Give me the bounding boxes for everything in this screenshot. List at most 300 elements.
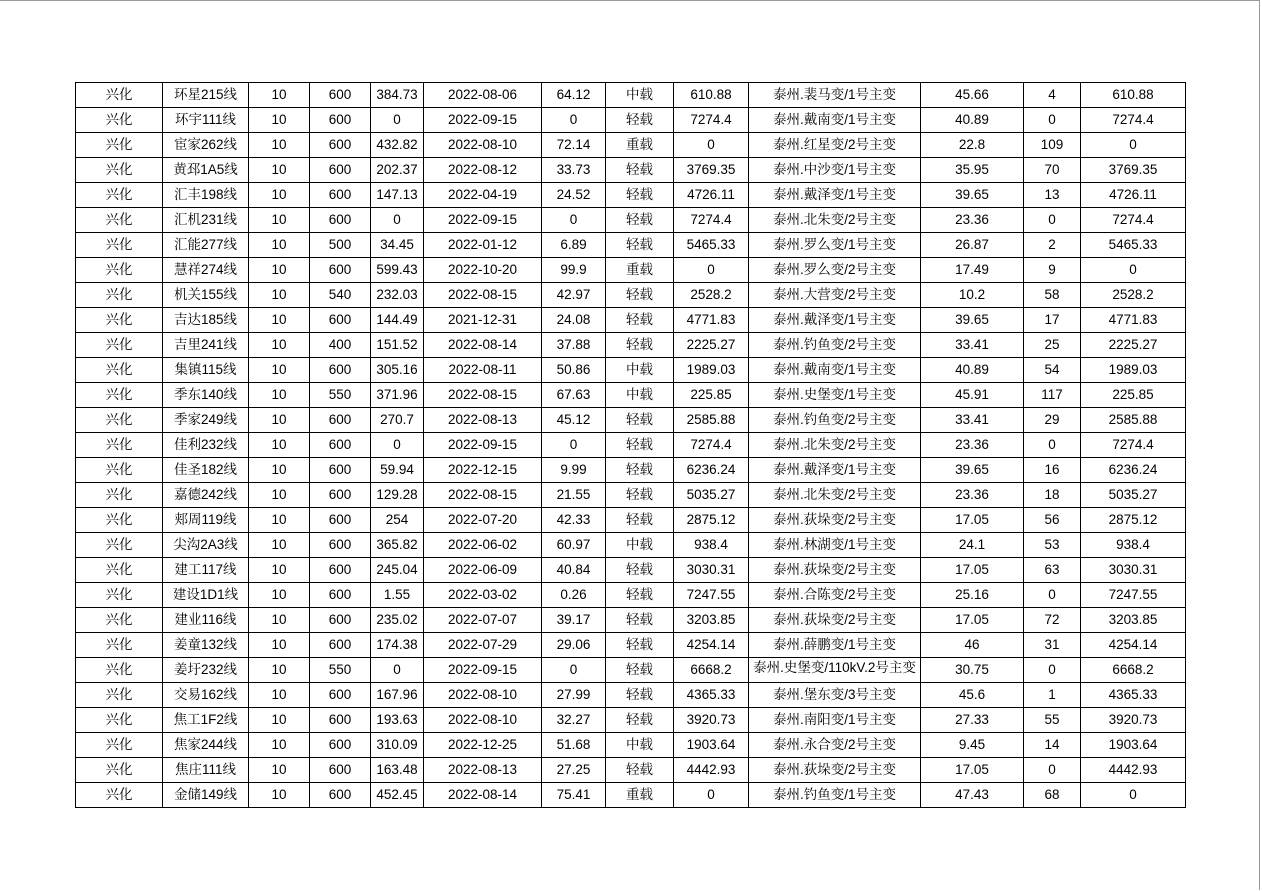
table-row [76,233,1186,258]
max-load-cell: 0 [371,658,424,683]
date-cell: 2022-08-15 [424,283,542,308]
transformer-cell: 泰州.戴泽变/1号主变 [749,308,921,333]
transformer-cell: 泰州.罗么变/1号主变 [749,233,921,258]
open-capacity-cell: 2875.12 [1081,508,1186,533]
load-status-cell: 轻载 [606,633,674,658]
rated-capacity-cell: 600 [310,458,371,483]
open-capacity-cell: 0 [1081,133,1186,158]
available-capacity-cell: 7274.4 [674,208,749,233]
open-capacity-cell: 3203.85 [1081,608,1186,633]
voltage-cell: 10 [249,733,310,758]
rated-capacity-cell: 600 [310,433,371,458]
date-cell: 2022-08-15 [424,483,542,508]
max-load-cell: 144.49 [371,308,424,333]
table-row [76,183,1186,208]
rated-capacity-cell: 550 [310,383,371,408]
load-rate-cell: 72.14 [542,133,606,158]
max-load-cell: 0 [371,433,424,458]
count-cell: 25 [1024,333,1081,358]
region-cell: 兴化 [76,383,163,408]
count-cell: 4 [1024,83,1081,108]
max-load-cell: 151.52 [371,333,424,358]
available-capacity-cell: 3030.31 [674,558,749,583]
transformer-cell: 泰州.史堡变/110kV.2号主变 [749,658,921,683]
table-row [76,658,1186,683]
line-name-cell: 焦家244线 [163,733,249,758]
load-status-cell: 轻载 [606,458,674,483]
transformer-load-rate-cell: 40.89 [921,358,1024,383]
count-cell: 0 [1024,758,1081,783]
open-capacity-cell: 225.85 [1081,383,1186,408]
open-capacity-cell: 2225.27 [1081,333,1186,358]
transformer-load-rate-cell: 33.41 [921,333,1024,358]
line-name-cell: 金储149线 [163,783,249,808]
transformer-cell: 泰州.戴南变/1号主变 [749,108,921,133]
load-status-cell: 轻载 [606,608,674,633]
rated-capacity-cell: 600 [310,558,371,583]
rated-capacity-cell: 600 [310,483,371,508]
transformer-load-rate-cell: 17.05 [921,758,1024,783]
region-cell: 兴化 [76,133,163,158]
date-cell: 2022-08-10 [424,708,542,733]
load-status-cell: 轻载 [606,333,674,358]
count-cell: 9 [1024,258,1081,283]
transformer-load-rate-cell: 23.36 [921,483,1024,508]
transformer-cell: 泰州.荻垛变/2号主变 [749,608,921,633]
count-cell: 68 [1024,783,1081,808]
table-row [76,508,1186,533]
max-load-cell: 599.43 [371,258,424,283]
load-rate-cell: 60.97 [542,533,606,558]
available-capacity-cell: 225.85 [674,383,749,408]
available-capacity-cell: 0 [674,133,749,158]
available-capacity-cell: 610.88 [674,83,749,108]
open-capacity-cell: 5035.27 [1081,483,1186,508]
load-rate-cell: 24.08 [542,308,606,333]
count-cell: 2 [1024,233,1081,258]
table-row [76,733,1186,758]
rated-capacity-cell: 600 [310,258,371,283]
load-status-cell: 中载 [606,733,674,758]
line-name-cell: 宦家262线 [163,133,249,158]
max-load-cell: 174.38 [371,633,424,658]
transformer-load-rate-cell: 45.66 [921,83,1024,108]
transformer-cell: 泰州.林湖变/1号主变 [749,533,921,558]
voltage-cell: 10 [249,333,310,358]
region-cell: 兴化 [76,108,163,133]
table-body [76,83,1186,808]
count-cell: 29 [1024,408,1081,433]
transformer-cell: 泰州.钓鱼变/2号主变 [749,333,921,358]
transformer-cell: 泰州.合陈变/2号主变 [749,583,921,608]
load-status-cell: 中载 [606,533,674,558]
available-capacity-cell: 4771.83 [674,308,749,333]
voltage-cell: 10 [249,258,310,283]
load-rate-cell: 29.06 [542,633,606,658]
rated-capacity-cell: 600 [310,108,371,133]
available-capacity-cell: 4726.11 [674,183,749,208]
load-status-cell: 轻载 [606,558,674,583]
count-cell: 16 [1024,458,1081,483]
region-cell: 兴化 [76,433,163,458]
open-capacity-cell: 7274.4 [1081,433,1186,458]
date-cell: 2022-09-15 [424,658,542,683]
load-status-cell: 轻载 [606,208,674,233]
load-rate-cell: 21.55 [542,483,606,508]
table-row [76,208,1186,233]
voltage-cell: 10 [249,133,310,158]
max-load-cell: 310.09 [371,733,424,758]
count-cell: 0 [1024,433,1081,458]
date-cell: 2022-12-15 [424,458,542,483]
count-cell: 56 [1024,508,1081,533]
line-name-cell: 嘉德242线 [163,483,249,508]
table-row [76,358,1186,383]
count-cell: 18 [1024,483,1081,508]
line-name-cell: 佳利232线 [163,433,249,458]
transformer-cell: 泰州.永合变/2号主变 [749,733,921,758]
rated-capacity-cell: 600 [310,358,371,383]
load-status-cell: 中载 [606,358,674,383]
rated-capacity-cell: 600 [310,708,371,733]
voltage-cell: 10 [249,608,310,633]
date-cell: 2022-08-13 [424,408,542,433]
table-row [76,633,1186,658]
available-capacity-cell: 3769.35 [674,158,749,183]
transformer-cell: 泰州.中沙变/1号主变 [749,158,921,183]
date-cell: 2022-08-10 [424,133,542,158]
max-load-cell: 384.73 [371,83,424,108]
transformer-load-rate-cell: 17.05 [921,608,1024,633]
transformer-load-rate-cell: 10.2 [921,283,1024,308]
rated-capacity-cell: 600 [310,683,371,708]
count-cell: 13 [1024,183,1081,208]
open-capacity-cell: 4254.14 [1081,633,1186,658]
voltage-cell: 10 [249,383,310,408]
date-cell: 2022-08-12 [424,158,542,183]
count-cell: 55 [1024,708,1081,733]
transformer-cell: 泰州.裴马变/1号主变 [749,83,921,108]
open-capacity-cell: 7247.55 [1081,583,1186,608]
transformer-cell: 泰州.钓鱼变/1号主变 [749,783,921,808]
load-rate-cell: 75.41 [542,783,606,808]
open-capacity-cell: 610.88 [1081,83,1186,108]
table-row [76,483,1186,508]
voltage-cell: 10 [249,483,310,508]
region-cell: 兴化 [76,558,163,583]
voltage-cell: 10 [249,558,310,583]
load-rate-cell: 42.33 [542,508,606,533]
max-load-cell: 202.37 [371,158,424,183]
load-rate-cell: 39.17 [542,608,606,633]
count-cell: 54 [1024,358,1081,383]
data-table [75,82,1186,808]
line-name-cell: 吉里241线 [163,333,249,358]
available-capacity-cell: 0 [674,258,749,283]
load-status-cell: 轻载 [606,283,674,308]
open-capacity-cell: 3920.73 [1081,708,1186,733]
date-cell: 2022-07-29 [424,633,542,658]
max-load-cell: 0 [371,208,424,233]
table-row [76,783,1186,808]
table-row [76,758,1186,783]
voltage-cell: 10 [249,233,310,258]
line-name-cell: 建工117线 [163,558,249,583]
voltage-cell: 10 [249,183,310,208]
line-name-cell: 集镇115线 [163,358,249,383]
table-row [76,258,1186,283]
transformer-load-rate-cell: 35.95 [921,158,1024,183]
region-cell: 兴化 [76,583,163,608]
rated-capacity-cell: 600 [310,758,371,783]
line-name-cell: 尖沟2A3线 [163,533,249,558]
table-row [76,708,1186,733]
load-rate-cell: 0 [542,433,606,458]
region-cell: 兴化 [76,533,163,558]
count-cell: 14 [1024,733,1081,758]
load-rate-cell: 27.99 [542,683,606,708]
rated-capacity-cell: 600 [310,183,371,208]
transformer-load-rate-cell: 23.36 [921,208,1024,233]
voltage-cell: 10 [249,408,310,433]
table-row [76,458,1186,483]
table-row [76,533,1186,558]
transformer-cell: 泰州.荻垛变/2号主变 [749,558,921,583]
load-status-cell: 轻载 [606,158,674,183]
transformer-load-rate-cell: 17.05 [921,558,1024,583]
region-cell: 兴化 [76,783,163,808]
available-capacity-cell: 5035.27 [674,483,749,508]
voltage-cell: 10 [249,533,310,558]
region-cell: 兴化 [76,708,163,733]
line-name-cell: 姜童132线 [163,633,249,658]
voltage-cell: 10 [249,358,310,383]
open-capacity-cell: 3769.35 [1081,158,1186,183]
load-status-cell: 轻载 [606,708,674,733]
load-status-cell: 轻载 [606,658,674,683]
date-cell: 2022-10-20 [424,258,542,283]
open-capacity-cell: 1903.64 [1081,733,1186,758]
region-cell: 兴化 [76,408,163,433]
load-rate-cell: 42.97 [542,283,606,308]
transformer-load-rate-cell: 47.43 [921,783,1024,808]
date-cell: 2022-08-11 [424,358,542,383]
rated-capacity-cell: 400 [310,333,371,358]
open-capacity-cell: 4771.83 [1081,308,1186,333]
region-cell: 兴化 [76,358,163,383]
line-name-cell: 环宇111线 [163,108,249,133]
max-load-cell: 254 [371,508,424,533]
region-cell: 兴化 [76,283,163,308]
voltage-cell: 10 [249,108,310,133]
load-rate-cell: 6.89 [542,233,606,258]
load-status-cell: 轻载 [606,183,674,208]
count-cell: 72 [1024,608,1081,633]
transformer-cell: 泰州.荻垛变/2号主变 [749,758,921,783]
load-rate-cell: 33.73 [542,158,606,183]
rated-capacity-cell: 600 [310,158,371,183]
load-rate-cell: 40.84 [542,558,606,583]
date-cell: 2022-08-14 [424,333,542,358]
available-capacity-cell: 3203.85 [674,608,749,633]
region-cell: 兴化 [76,183,163,208]
region-cell: 兴化 [76,608,163,633]
table-row [76,133,1186,158]
region-cell: 兴化 [76,658,163,683]
load-status-cell: 轻载 [606,483,674,508]
region-cell: 兴化 [76,633,163,658]
transformer-cell: 泰州.戴泽变/1号主变 [749,183,921,208]
max-load-cell: 167.96 [371,683,424,708]
open-capacity-cell: 4365.33 [1081,683,1186,708]
rated-capacity-cell: 600 [310,208,371,233]
table-row [76,558,1186,583]
max-load-cell: 305.16 [371,358,424,383]
count-cell: 53 [1024,533,1081,558]
load-rate-cell: 51.68 [542,733,606,758]
rated-capacity-cell: 600 [310,508,371,533]
date-cell: 2022-12-25 [424,733,542,758]
line-name-cell: 焦工1F2线 [163,708,249,733]
transformer-load-rate-cell: 9.45 [921,733,1024,758]
max-load-cell: 193.63 [371,708,424,733]
line-name-cell: 环星215线 [163,83,249,108]
available-capacity-cell: 2585.88 [674,408,749,433]
voltage-cell: 10 [249,783,310,808]
voltage-cell: 10 [249,633,310,658]
transformer-load-rate-cell: 46 [921,633,1024,658]
line-name-cell: 黄邳1A5线 [163,158,249,183]
open-capacity-cell: 3030.31 [1081,558,1186,583]
load-rate-cell: 50.86 [542,358,606,383]
transformer-load-rate-cell: 17.05 [921,508,1024,533]
transformer-load-rate-cell: 27.33 [921,708,1024,733]
open-capacity-cell: 7274.4 [1081,208,1186,233]
load-status-cell: 轻载 [606,433,674,458]
transformer-cell: 泰州.北朱变/2号主变 [749,208,921,233]
voltage-cell: 10 [249,308,310,333]
rated-capacity-cell: 600 [310,133,371,158]
transformer-cell: 泰州.北朱变/2号主变 [749,483,921,508]
count-cell: 117 [1024,383,1081,408]
available-capacity-cell: 2875.12 [674,508,749,533]
max-load-cell: 452.45 [371,783,424,808]
transformer-load-rate-cell: 23.36 [921,433,1024,458]
transformer-cell: 泰州.南阳变/1号主变 [749,708,921,733]
available-capacity-cell: 7274.4 [674,433,749,458]
table-row [76,608,1186,633]
transformer-cell: 泰州.钓鱼变/2号主变 [749,408,921,433]
date-cell: 2021-12-31 [424,308,542,333]
load-status-cell: 轻载 [606,308,674,333]
date-cell: 2022-06-02 [424,533,542,558]
available-capacity-cell: 1903.64 [674,733,749,758]
line-name-cell: 交易162线 [163,683,249,708]
load-status-cell: 轻载 [606,758,674,783]
transformer-load-rate-cell: 26.87 [921,233,1024,258]
load-rate-cell: 9.99 [542,458,606,483]
transformer-load-rate-cell: 33.41 [921,408,1024,433]
count-cell: 63 [1024,558,1081,583]
date-cell: 2022-08-14 [424,783,542,808]
available-capacity-cell: 938.4 [674,533,749,558]
transformer-load-rate-cell: 39.65 [921,183,1024,208]
load-rate-cell: 67.63 [542,383,606,408]
transformer-cell: 泰州.戴南变/1号主变 [749,358,921,383]
open-capacity-cell: 1989.03 [1081,358,1186,383]
rated-capacity-cell: 600 [310,783,371,808]
voltage-cell: 10 [249,683,310,708]
transformer-load-rate-cell: 45.6 [921,683,1024,708]
count-cell: 0 [1024,583,1081,608]
rated-capacity-cell: 540 [310,283,371,308]
table-row [76,408,1186,433]
voltage-cell: 10 [249,458,310,483]
rated-capacity-cell: 600 [310,83,371,108]
transformer-cell: 泰州.北朱变/2号主变 [749,433,921,458]
transformer-load-rate-cell: 17.49 [921,258,1024,283]
max-load-cell: 245.04 [371,558,424,583]
count-cell: 58 [1024,283,1081,308]
max-load-cell: 371.96 [371,383,424,408]
open-capacity-cell: 7274.4 [1081,108,1186,133]
load-rate-cell: 0 [542,108,606,133]
available-capacity-cell: 7274.4 [674,108,749,133]
table-row [76,683,1186,708]
region-cell: 兴化 [76,683,163,708]
line-name-cell: 姜圩232线 [163,658,249,683]
max-load-cell: 1.55 [371,583,424,608]
date-cell: 2022-08-10 [424,683,542,708]
region-cell: 兴化 [76,158,163,183]
open-capacity-cell: 0 [1081,258,1186,283]
load-rate-cell: 64.12 [542,83,606,108]
voltage-cell: 10 [249,83,310,108]
available-capacity-cell: 2528.2 [674,283,749,308]
line-name-cell: 汇能277线 [163,233,249,258]
voltage-cell: 10 [249,708,310,733]
table-row [76,433,1186,458]
table-row [76,283,1186,308]
transformer-load-rate-cell: 40.89 [921,108,1024,133]
load-status-cell: 轻载 [606,108,674,133]
region-cell: 兴化 [76,508,163,533]
load-rate-cell: 45.12 [542,408,606,433]
transformer-cell: 泰州.薛鹏变/1号主变 [749,633,921,658]
max-load-cell: 232.03 [371,283,424,308]
line-name-cell: 建设1D1线 [163,583,249,608]
voltage-cell: 10 [249,583,310,608]
date-cell: 2022-07-20 [424,508,542,533]
load-status-cell: 轻载 [606,683,674,708]
load-rate-cell: 32.27 [542,708,606,733]
max-load-cell: 432.82 [371,133,424,158]
rated-capacity-cell: 550 [310,658,371,683]
count-cell: 0 [1024,208,1081,233]
count-cell: 0 [1024,658,1081,683]
line-name-cell: 季家249线 [163,408,249,433]
max-load-cell: 270.7 [371,408,424,433]
region-cell: 兴化 [76,83,163,108]
rated-capacity-cell: 600 [310,733,371,758]
available-capacity-cell: 4365.33 [674,683,749,708]
voltage-cell: 10 [249,158,310,183]
table-row [76,333,1186,358]
available-capacity-cell: 6236.24 [674,458,749,483]
rated-capacity-cell: 600 [310,308,371,333]
rated-capacity-cell: 600 [310,608,371,633]
transformer-cell: 泰州.史堡变/1号主变 [749,383,921,408]
